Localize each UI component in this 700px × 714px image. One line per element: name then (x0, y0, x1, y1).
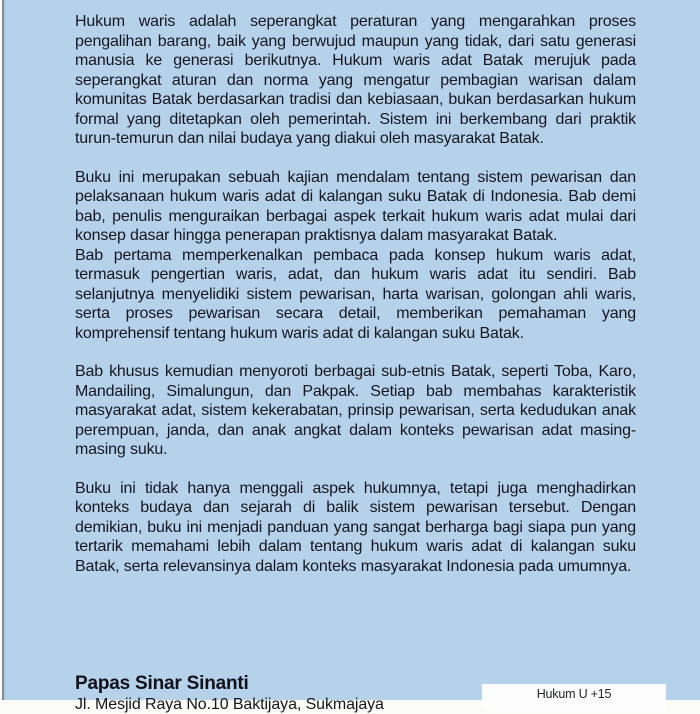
book-description (75, 12, 636, 595)
category-badge (482, 684, 666, 710)
description-paragraph-5: Buku ini tidak hanya menggali aspek hukumnya, tetapi juga menghadirkan konteks budaya dan sejarah di balik sistem pewarisan tersebut. Dengan demikian, buku ini menjadi panduan yang sangat berharga bagi siapa pun yang tertarik memahami lebih dalam tentang hukum waris adat di kalangan suku Batak, serta relevansinya dalam konteks masyarakat Indonesia pada umumnya. (75, 479, 636, 575)
publisher-address: Jl. Mesjid Raya No.10 Baktijaya, Sukmajaya (75, 696, 384, 713)
description-paragraph-2: Buku ini merupakan sebuah kajian mendalam tentang sistem pewarisan dan pelaksanaan hukum waris adat di kalangan suku Batak di Indonesia. Bab demi bab, penulis menguraikan berbagai aspek terkait hukum waris adat mulai dari konsep dasar hingga penerapan praktisnya dalam masyarakat Batak. (75, 168, 636, 244)
publisher-name: Papas Sinar Sinanti (75, 673, 249, 694)
category-badge-label: Hukum U +15 (536, 687, 612, 701)
description-paragraph-4: Bab khusus kemudian menyoroti berbagai sub-etnis Batak, seperti Toba, Karo, Mandailing, Simalungun, dan Pakpak. Setiap bab membahas karakteristik masyarakat adat, sistem kekerabatan, prinsip pewarisan, serta kedudukan anak perempuan, janda, dan anak angkat dalam konteks pewarisan adat masing-masing suku. (75, 363, 636, 458)
page-edge (0, 0, 6, 700)
description-paragraph-1: Hukum waris adalah seperangkat peraturan yang mengarahkan proses pengalihan barang, baik yang berwujud maupun yang tidak, dari satu generasi manusia ke generasi berikutnya. Hukum waris adat Batak merujuk pada seperangkat aturan dan norma yang mengatur pembagian warisan dalam komunitas Batak berdasarkan tradisi dan kebiasaan, bukan berdasarkan hukum formal yang ditetapkan oleh pemerintah. Sistem ini berkembang dari praktik turun-temurun dan nilai budaya yang diakui oleh masyarakat Batak. (75, 13, 636, 147)
description-paragraph-3: Bab pertama memperkenalkan pembaca pada konsep hukum waris adat, termasuk pengertian waris, adat, dan hukum waris adat itu sendiri. Bab selanjutnya menyelidiki sistem pewarisan, harta warisan, golongan ahli waris, serta proses pewarisan secara detail, memberikan pemahaman yang komprehensif tentang hukum waris adat di kalangan suku Batak. (75, 246, 636, 342)
